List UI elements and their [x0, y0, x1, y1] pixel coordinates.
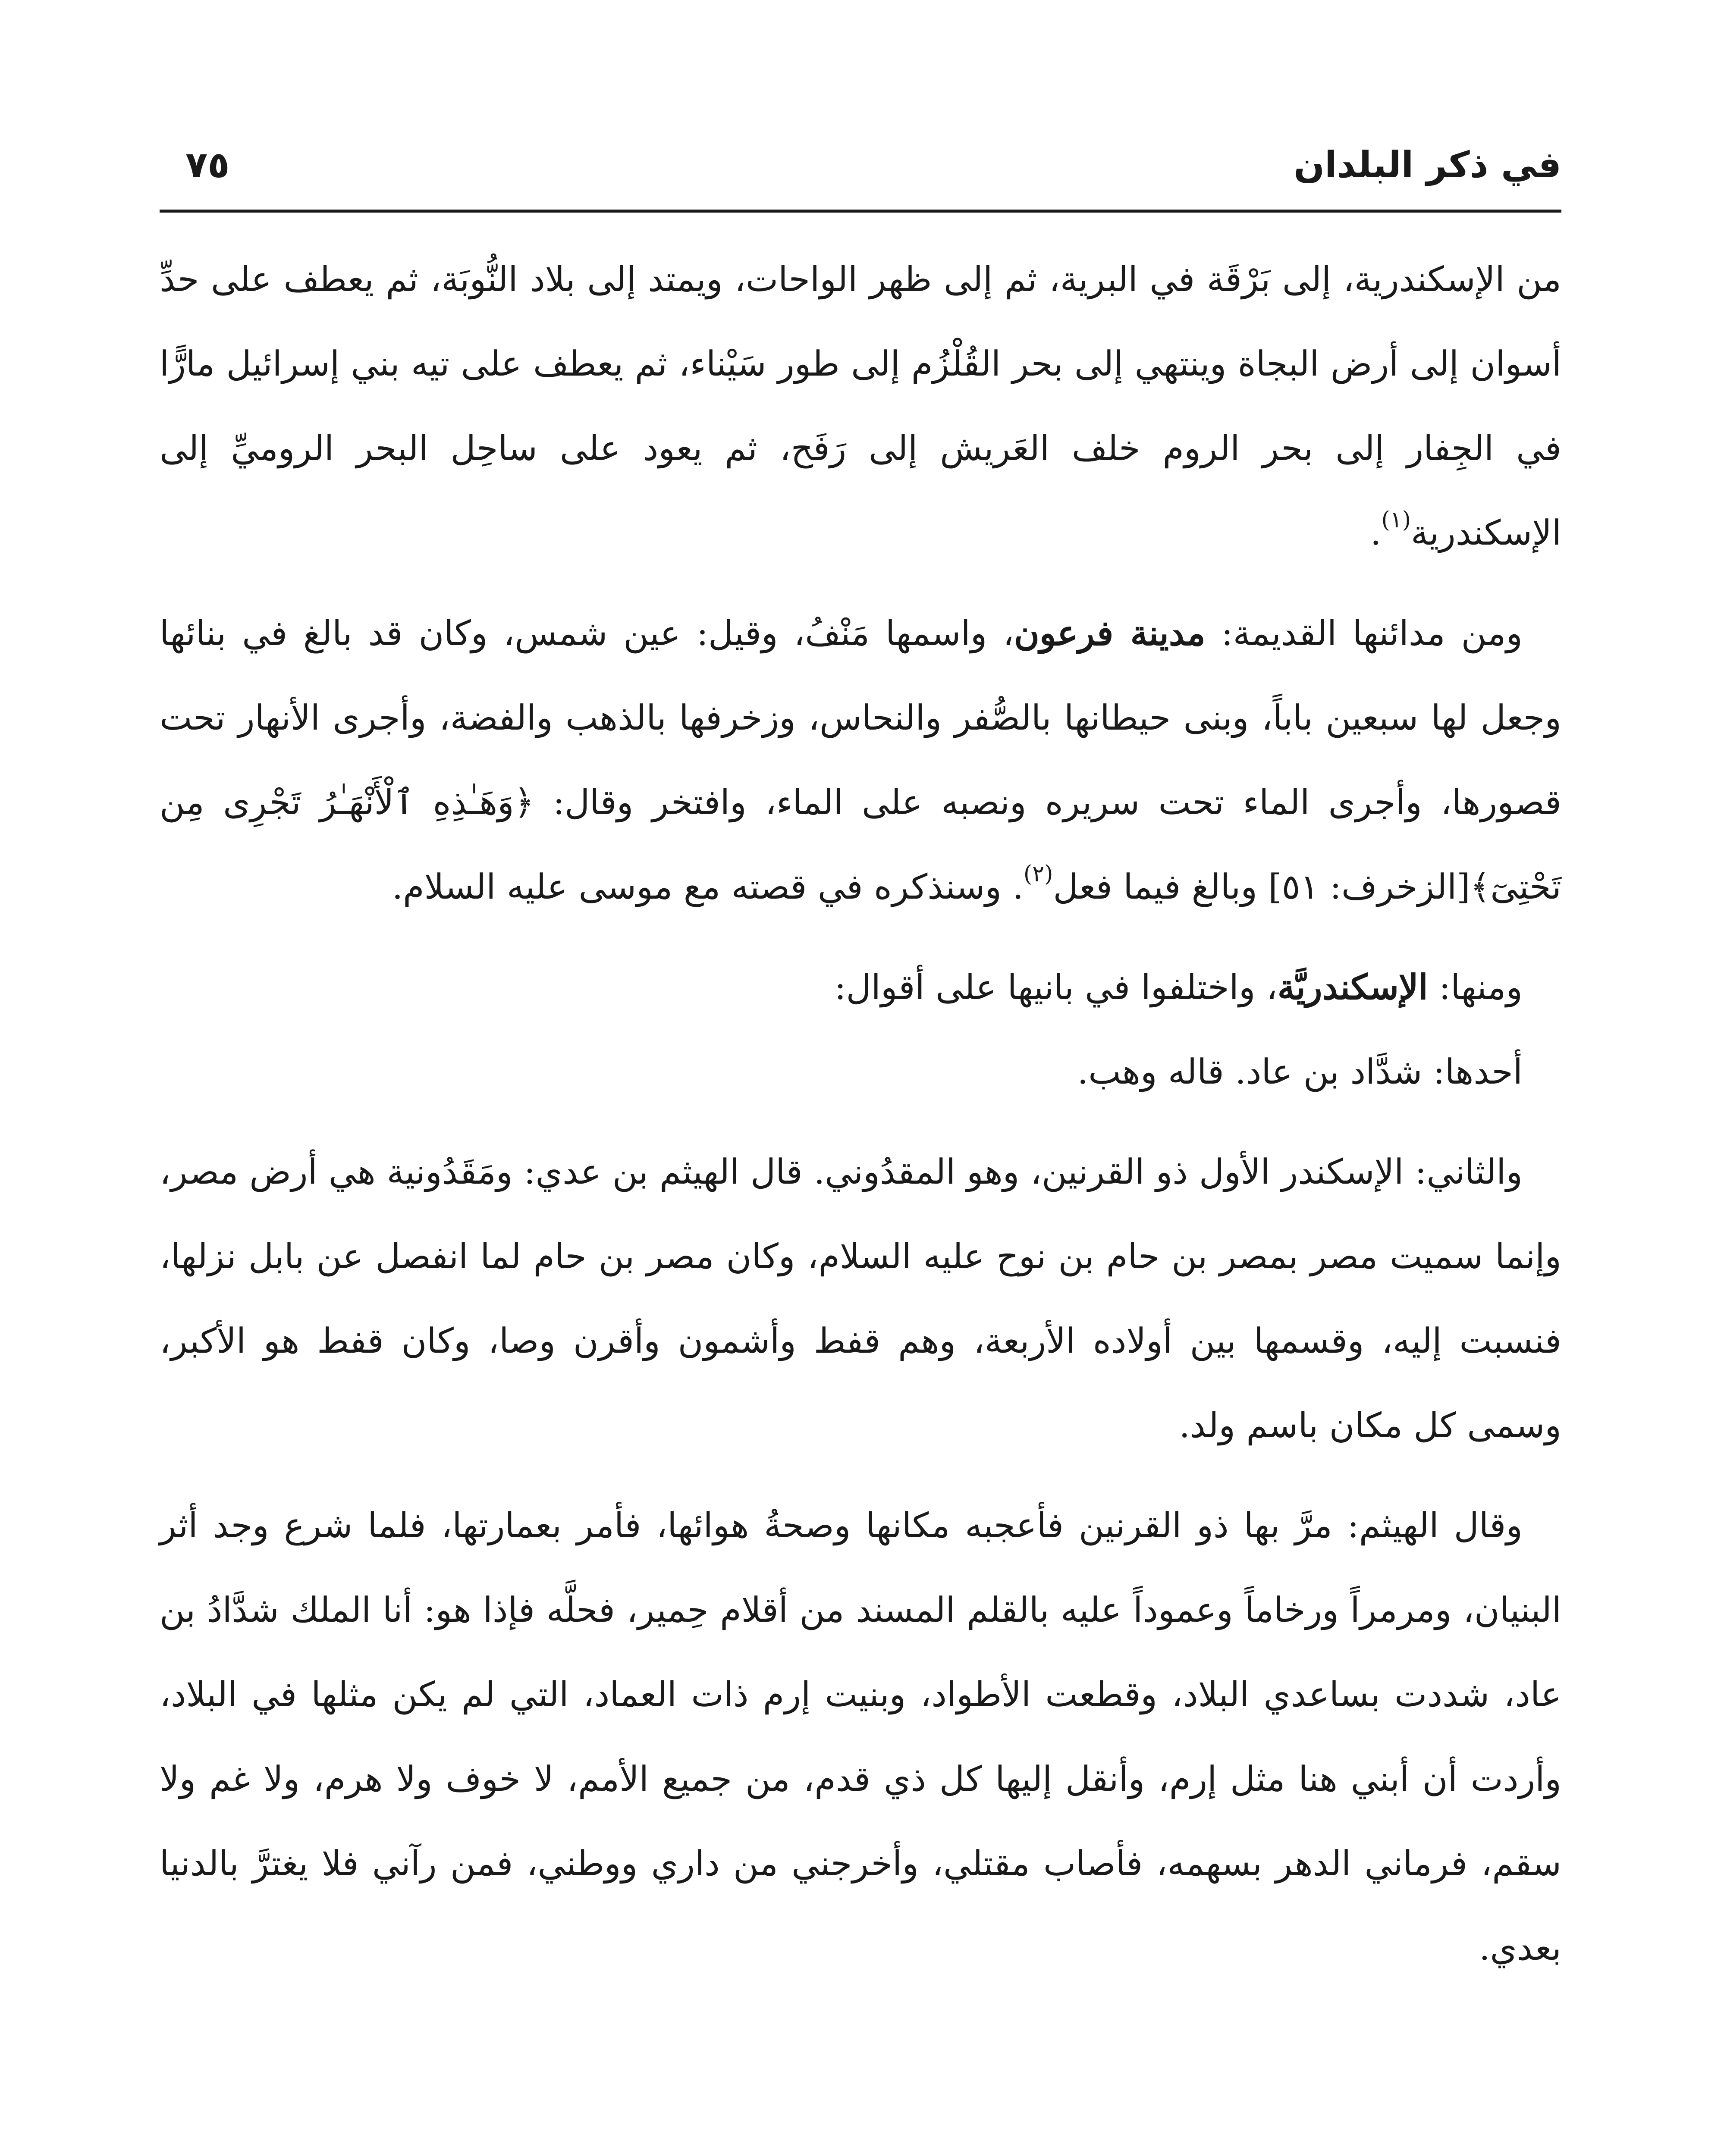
paragraph-6: وقال الهيثم: مرَّ بها ذو القرنين فأعجبه مكانها وصحةُ هوائها، فأمر بعمارتها، فلما شرع وجد أثر البنيان، ومرمراً ورخاماً وعموداً عليه بالقلم المسند من أقلام حِمير، فحلَّه فإذا هو: أنا الملك شدَّادُ بن عاد، شددت بساعدي البلاد، وقطعت الأطواد، وبنيت إرم ذات العماد، التي لم يكن مثلها في البلاد، وأردت أن أبني هنا مثل إرم، وأنقل إليها كل ذي قدم، من جميع الأمم، لا خوف ولا هرم، ولا غم ولا سقم، فرماني الدهر بسهمه، فأصاب مقتلي، وأخرجني من داري ووطني، فمن رآني فلا يغترَّ بالدنيا بعدي.: [160, 1505, 1561, 1968]
page-number: ٧٥: [185, 144, 230, 186]
paragraph-1-end: .: [1370, 513, 1382, 553]
paragraph-2-body: ، واسمها مَنْفُ، وقيل: عين شمس، وكان قد بالغ في بنائها وجعل لها سبعين باباً، وبنى حيطانها بالصُّفر والنحاس، وزخرفها بالذهب والفضة، وأجرى الأنهار تحت قصورها، وأجرى الماء تحت سريره ونصبه على الماء، وافتخر وقال: ﴿وَهَـٰذِهِ ٱلْأَنْهَـٰرُ تَجْرِى مِن تَحْتِىٓ﴾[الزخرف: ٥١] وبالغ فيما فعل: [160, 613, 1562, 907]
footnote-ref-2[interactable]: (٢): [1023, 861, 1053, 887]
header-divider: [160, 210, 1561, 213]
paragraph-3-lead: ومنها:: [1428, 967, 1523, 1007]
paragraph-5: والثاني: الإسكندر الأول ذو القرنين، وهو المقدُوني. قال الهيثم بن عدي: ومَقَدُونية هي أرض مصر، وإنما سميت مصر بمصر بن حام بن نوح عليه السلام، وكان مصر بن حام لما انفصل عن بابل نزلها، فنسبت إليه، وقسمها بين أولاده الأربعة، وهم قفط وأشمون وأقرن وصا، وكان قفط هو الأكبر، وسمى كل مكان باسم ولد.: [160, 1152, 1562, 1445]
paragraph-1: [160, 237, 1561, 575]
paragraph-2-tail: . وسنذكره في قصته مع موسى عليه السلام.: [392, 867, 1024, 907]
paragraph-1-text: من الإسكندرية، إلى بَرْقَة في البرية، ثم إلى ظهر الواحات، ويمتد إلى بلاد النُّوبَة، ثم يعطف على حدِّ أسوان إلى أرض البجاة وينتهي إلى بحر القُلْزُم إلى طور سَيْناء، ثم يعطف على تيه بني إسرائيل مارًّا في الجِفار إلى بحر الروم خلف العَريش إلى رَفَح، ثم يعود على ساحِل البحر الروميِّ إلى الإسكندرية: [160, 259, 1562, 553]
main-text: [160, 237, 1561, 2006]
paragraph-2: [160, 591, 1561, 929]
footnote-ref-1[interactable]: (١): [1381, 507, 1411, 533]
paragraph-4: أحدها: شدَّاد بن عاد. قاله وهب.: [1077, 1052, 1523, 1092]
paragraph-3: [160, 945, 1561, 1030]
paragraph-3-bold: الإسكندريَّة: [1277, 967, 1428, 1007]
chapter-title: في ذكر البلدان: [1294, 144, 1561, 186]
paragraph-2-lead: ومن مدائنها القديمة:: [1205, 613, 1523, 653]
paragraph-2-bold: مدينة فرعون: [1014, 613, 1206, 653]
book-page: [160, 129, 1561, 2156]
running-header: [160, 129, 1561, 216]
paragraph-3-body: ، واختلفوا في بانيها على أقوال:: [834, 967, 1278, 1007]
